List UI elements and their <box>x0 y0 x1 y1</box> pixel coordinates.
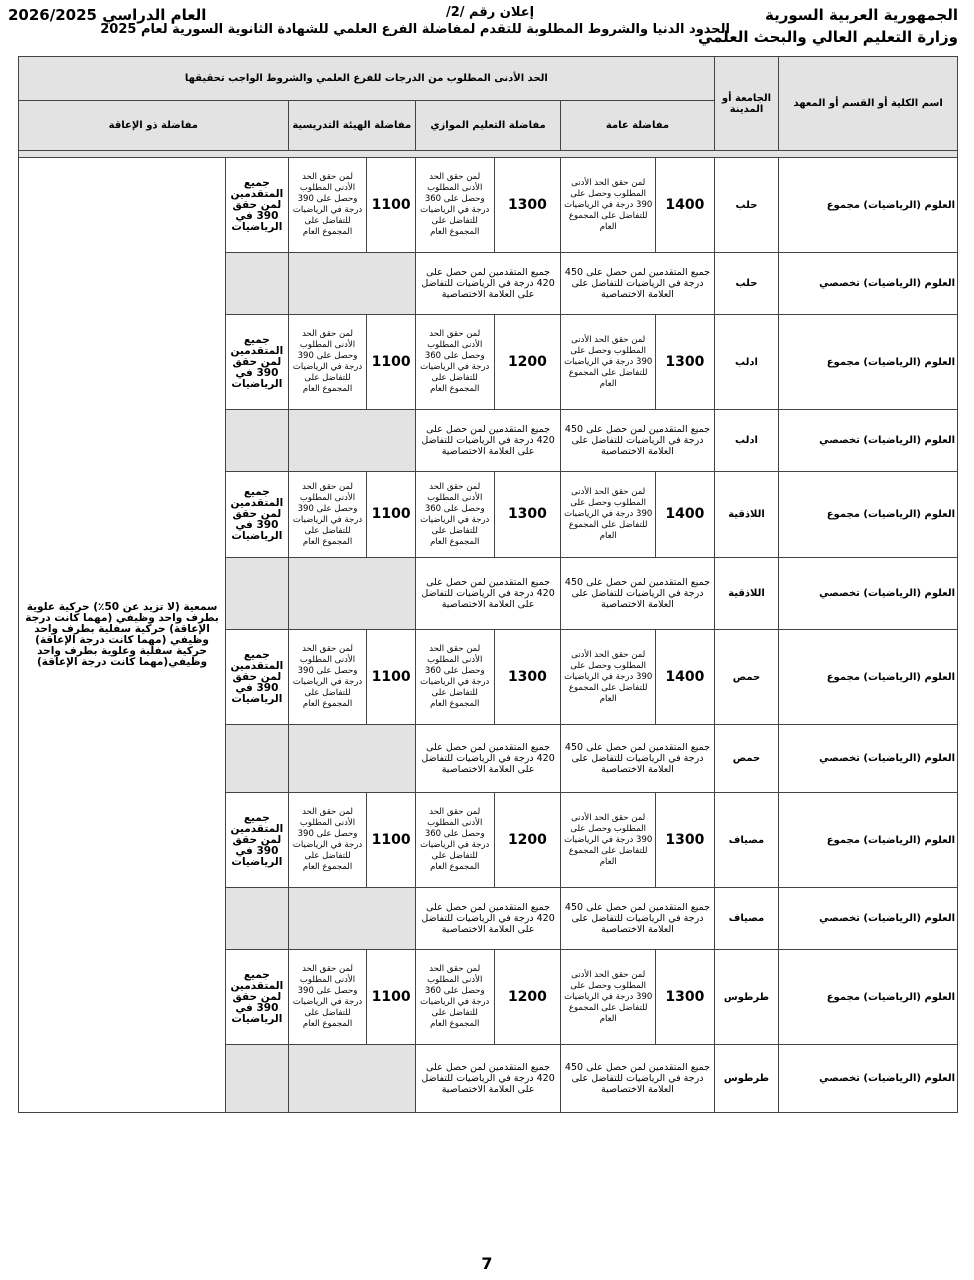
header-faculty: اسم الكلية أو القسم أو المعهد <box>779 57 958 151</box>
staff-all-applicants: جميع المتقدمين لمن حقق 390 في الرياضيات <box>226 315 289 410</box>
faculty-name: العلوم (الرياضيات) تخصصي <box>779 1045 958 1113</box>
university-name: اللاذقية <box>714 472 779 558</box>
general-specialized-condition: جميع المتقدمين لمن حصل على 450 درجة في الرياضيات للتفاضل على العلامة الاختصاصية <box>561 1045 714 1113</box>
staff-condition: لمن حقق الحد الأدنى المطلوب وحصل على 390 درجة في الرياضيات للتفاضل على المجموع العام <box>288 158 367 253</box>
general-specialized-condition: جميع المتقدمين لمن حصل على 450 درجة في الرياضيات للتفاضل على العلامة الاختصاصية <box>561 888 714 950</box>
general-min-score: 1400 <box>656 472 715 558</box>
parallel-specialized-condition: جميع المتقدمين لمن حصل على 420 درجة في الرياضيات للتفاضل على العلامة الاختصاصية <box>415 1045 560 1113</box>
table-row <box>19 158 958 253</box>
general-min-score: 1300 <box>656 315 715 410</box>
parallel-specialized-condition: جميع المتقدمين لمن حصل على 420 درجة في الرياضيات للتفاضل على العلامة الاختصاصية <box>415 253 560 315</box>
staff-empty-cell <box>226 410 289 472</box>
staff-min-score: 1100 <box>367 158 415 253</box>
admission-table-wrap <box>18 56 958 1113</box>
staff-empty-cell <box>288 253 415 315</box>
staff-empty-cell <box>288 410 415 472</box>
university-name: مصياف <box>714 888 779 950</box>
general-condition: لمن حقق الحد الأدنى المطلوب وحصل على 390 درجة في الرياضيات للتفاضل على المجموع العام <box>561 158 656 253</box>
admission-table <box>18 56 958 1113</box>
general-specialized-condition: جميع المتقدمين لمن حصل على 450 درجة في الرياضيات للتفاضل على العلامة الاختصاصية <box>561 253 714 315</box>
general-condition: لمن حقق الحد الأدنى المطلوب وحصل على 390 درجة في الرياضيات للتفاضل على المجموع العام <box>561 472 656 558</box>
staff-all-applicants: جميع المتقدمين لمن حقق 390 في الرياضيات <box>226 630 289 725</box>
header-university: الجامعة أو المدينة <box>714 57 779 151</box>
staff-min-score: 1100 <box>367 630 415 725</box>
faculty-name: العلوم (الرياضيات) تخصصي <box>779 558 958 630</box>
parallel-condition: لمن حقق الحد الأدنى المطلوب وحصل على 360 درجة في الرياضيات للتفاضل على المجموع العام <box>415 315 494 410</box>
faculty-name: العلوم (الرياضيات) تخصصي <box>779 888 958 950</box>
parallel-condition: لمن حقق الحد الأدنى المطلوب وحصل على 360 درجة في الرياضيات للتفاضل على المجموع العام <box>415 472 494 558</box>
parallel-specialized-condition: جميع المتقدمين لمن حصل على 420 درجة في الرياضيات للتفاضل على العلامة الاختصاصية <box>415 410 560 472</box>
university-name: حمص <box>714 725 779 793</box>
faculty-name: العلوم (الرياضيات) مجموع <box>779 950 958 1045</box>
faculty-name: العلوم (الرياضيات) مجموع <box>779 793 958 888</box>
university-name: طرطوس <box>714 950 779 1045</box>
faculty-name: العلوم (الرياضيات) تخصصي <box>779 253 958 315</box>
header-general: مفاضلة عامة <box>561 101 714 151</box>
staff-all-applicants: جميع المتقدمين لمن حقق 390 في الرياضيات <box>226 793 289 888</box>
faculty-name: العلوم (الرياضيات) تخصصي <box>779 725 958 793</box>
general-specialized-condition: جميع المتقدمين لمن حصل على 450 درجة في الرياضيات للتفاضل على العلامة الاختصاصية <box>561 410 714 472</box>
staff-empty-cell <box>226 888 289 950</box>
parallel-specialized-condition: جميع المتقدمين لمن حصل على 420 درجة في الرياضيات للتفاضل على العلامة الاختصاصية <box>415 888 560 950</box>
staff-min-score: 1100 <box>367 315 415 410</box>
ministry-name: وزارة التعليم العالي والبحث العلمي <box>697 28 958 46</box>
staff-all-applicants: جميع المتقدمين لمن حقق 390 في الرياضيات <box>226 472 289 558</box>
document-header-right <box>698 4 958 48</box>
faculty-name: العلوم (الرياضيات) مجموع <box>779 315 958 410</box>
general-condition: لمن حقق الحد الأدنى المطلوب وحصل على 390 درجة في الرياضيات للتفاضل على المجموع العام <box>561 793 656 888</box>
announcement-number: إعلان رقم /2/ <box>445 5 535 20</box>
general-min-score: 1300 <box>656 950 715 1045</box>
university-name: طرطوس <box>714 1045 779 1113</box>
general-min-score: 1300 <box>656 793 715 888</box>
staff-condition: لمن حقق الحد الأدنى المطلوب وحصل على 390 درجة في الرياضيات للتفاضل على المجموع العام <box>288 630 367 725</box>
university-name: ادلب <box>714 410 779 472</box>
parallel-condition: لمن حقق الحد الأدنى المطلوب وحصل على 360 درجة في الرياضيات للتفاضل على المجموع العام <box>415 158 494 253</box>
staff-condition: لمن حقق الحد الأدنى المطلوب وحصل على 390 درجة في الرياضيات للتفاضل على المجموع العام <box>288 315 367 410</box>
staff-condition: لمن حقق الحد الأدنى المطلوب وحصل على 390 درجة في الرياضيات للتفاضل على المجموع العام <box>288 950 367 1045</box>
staff-empty-cell <box>288 888 415 950</box>
university-name: اللاذقية <box>714 558 779 630</box>
staff-min-score: 1100 <box>367 472 415 558</box>
header-faculty-staff: مفاضلة الهيئة التدريسية <box>288 101 415 151</box>
parallel-specialized-condition: جميع المتقدمين لمن حصل على 420 درجة في الرياضيات للتفاضل على العلامة الاختصاصية <box>415 558 560 630</box>
parallel-min-score: 1300 <box>494 158 561 253</box>
general-min-score: 1400 <box>656 630 715 725</box>
page-number: 7 <box>481 1254 493 1273</box>
university-name: ادلب <box>714 315 779 410</box>
staff-all-applicants: جميع المتقدمين لمن حقق 390 في الرياضيات <box>226 950 289 1045</box>
general-condition: لمن حقق الحد الأدنى المطلوب وحصل على 390 درجة في الرياضيات للتفاضل على المجموع العام <box>561 630 656 725</box>
general-condition: لمن حقق الحد الأدنى المطلوب وحصل على 390 درجة في الرياضيات للتفاضل على المجموع العام <box>561 315 656 410</box>
staff-empty-cell <box>288 725 415 793</box>
parallel-min-score: 1300 <box>494 630 561 725</box>
parallel-min-score: 1200 <box>494 950 561 1045</box>
general-min-score: 1400 <box>656 158 715 253</box>
staff-empty-cell <box>226 1045 289 1113</box>
country-name: الجمهورية العربية السورية <box>765 6 958 24</box>
staff-condition: لمن حقق الحد الأدنى المطلوب وحصل على 390 درجة في الرياضيات للتفاضل على المجموع العام <box>288 472 367 558</box>
header-parallel: مفاضلة التعليم الموازي <box>415 101 560 151</box>
header-disability: مفاضلة ذو الإعاقة <box>19 101 289 151</box>
university-name: مصياف <box>714 793 779 888</box>
faculty-name: العلوم (الرياضيات) تخصصي <box>779 410 958 472</box>
staff-all-applicants: جميع المتقدمين لمن حقق 390 في الرياضيات <box>226 158 289 253</box>
university-name: حلب <box>714 253 779 315</box>
faculty-name: العلوم (الرياضيات) مجموع <box>779 158 958 253</box>
parallel-condition: لمن حقق الحد الأدنى المطلوب وحصل على 360 درجة في الرياضيات للتفاضل على المجموع العام <box>415 793 494 888</box>
university-name: حمص <box>714 630 779 725</box>
staff-condition: لمن حقق الحد الأدنى المطلوب وحصل على 390 درجة في الرياضيات للتفاضل على المجموع العام <box>288 793 367 888</box>
parallel-condition: لمن حقق الحد الأدنى المطلوب وحصل على 360 درجة في الرياضيات للتفاضل على المجموع العام <box>415 630 494 725</box>
staff-empty-cell <box>288 558 415 630</box>
staff-min-score: 1100 <box>367 793 415 888</box>
faculty-name: العلوم (الرياضيات) مجموع <box>779 472 958 558</box>
staff-empty-cell <box>226 558 289 630</box>
staff-min-score: 1100 <box>367 950 415 1045</box>
parallel-specialized-condition: جميع المتقدمين لمن حصل على 420 درجة في الرياضيات للتفاضل على العلامة الاختصاصية <box>415 725 560 793</box>
general-specialized-condition: جميع المتقدمين لمن حصل على 450 درجة في الرياضيات للتفاضل على العلامة الاختصاصية <box>561 725 714 793</box>
disability-conditions: سمعية (لا تزيد عن 50٪) حركية علوية بطرف واحد وظيفي (مهما كانت درجة الإعاقة) حركية سفلية بطرف واحد وظيفي (مهما كانت درجة الإعاقة) حركية سفلية وعلوية بطرف واحد وظيفي(مهما كانت درجة الإعاقة) <box>19 158 226 1113</box>
parallel-min-score: 1300 <box>494 472 561 558</box>
university-name: حلب <box>714 158 779 253</box>
academic-year: العام الدراسي 2026/2025 <box>8 6 207 24</box>
parallel-min-score: 1200 <box>494 793 561 888</box>
staff-empty-cell <box>226 253 289 315</box>
document-subtitle: الحدود الدنيا والشروط المطلوبة للتقدم لمفاضلة الفرع العلمي للشهادة الثانوية السورية لعام 2025 <box>100 22 730 37</box>
header-min-grades: الحد الأدنى المطلوب من الدرجات للفرع العلمي والشروط الواجب تحقيقها <box>19 57 715 101</box>
staff-empty-cell <box>226 725 289 793</box>
general-condition: لمن حقق الحد الأدنى المطلوب وحصل على 390 درجة في الرياضيات للتفاضل على المجموع العام <box>561 950 656 1045</box>
staff-empty-cell <box>288 1045 415 1113</box>
general-specialized-condition: جميع المتقدمين لمن حصل على 450 درجة في الرياضيات للتفاضل على العلامة الاختصاصية <box>561 558 714 630</box>
parallel-condition: لمن حقق الحد الأدنى المطلوب وحصل على 360 درجة في الرياضيات للتفاضل على المجموع العام <box>415 950 494 1045</box>
parallel-min-score: 1200 <box>494 315 561 410</box>
faculty-name: العلوم (الرياضيات) مجموع <box>779 630 958 725</box>
